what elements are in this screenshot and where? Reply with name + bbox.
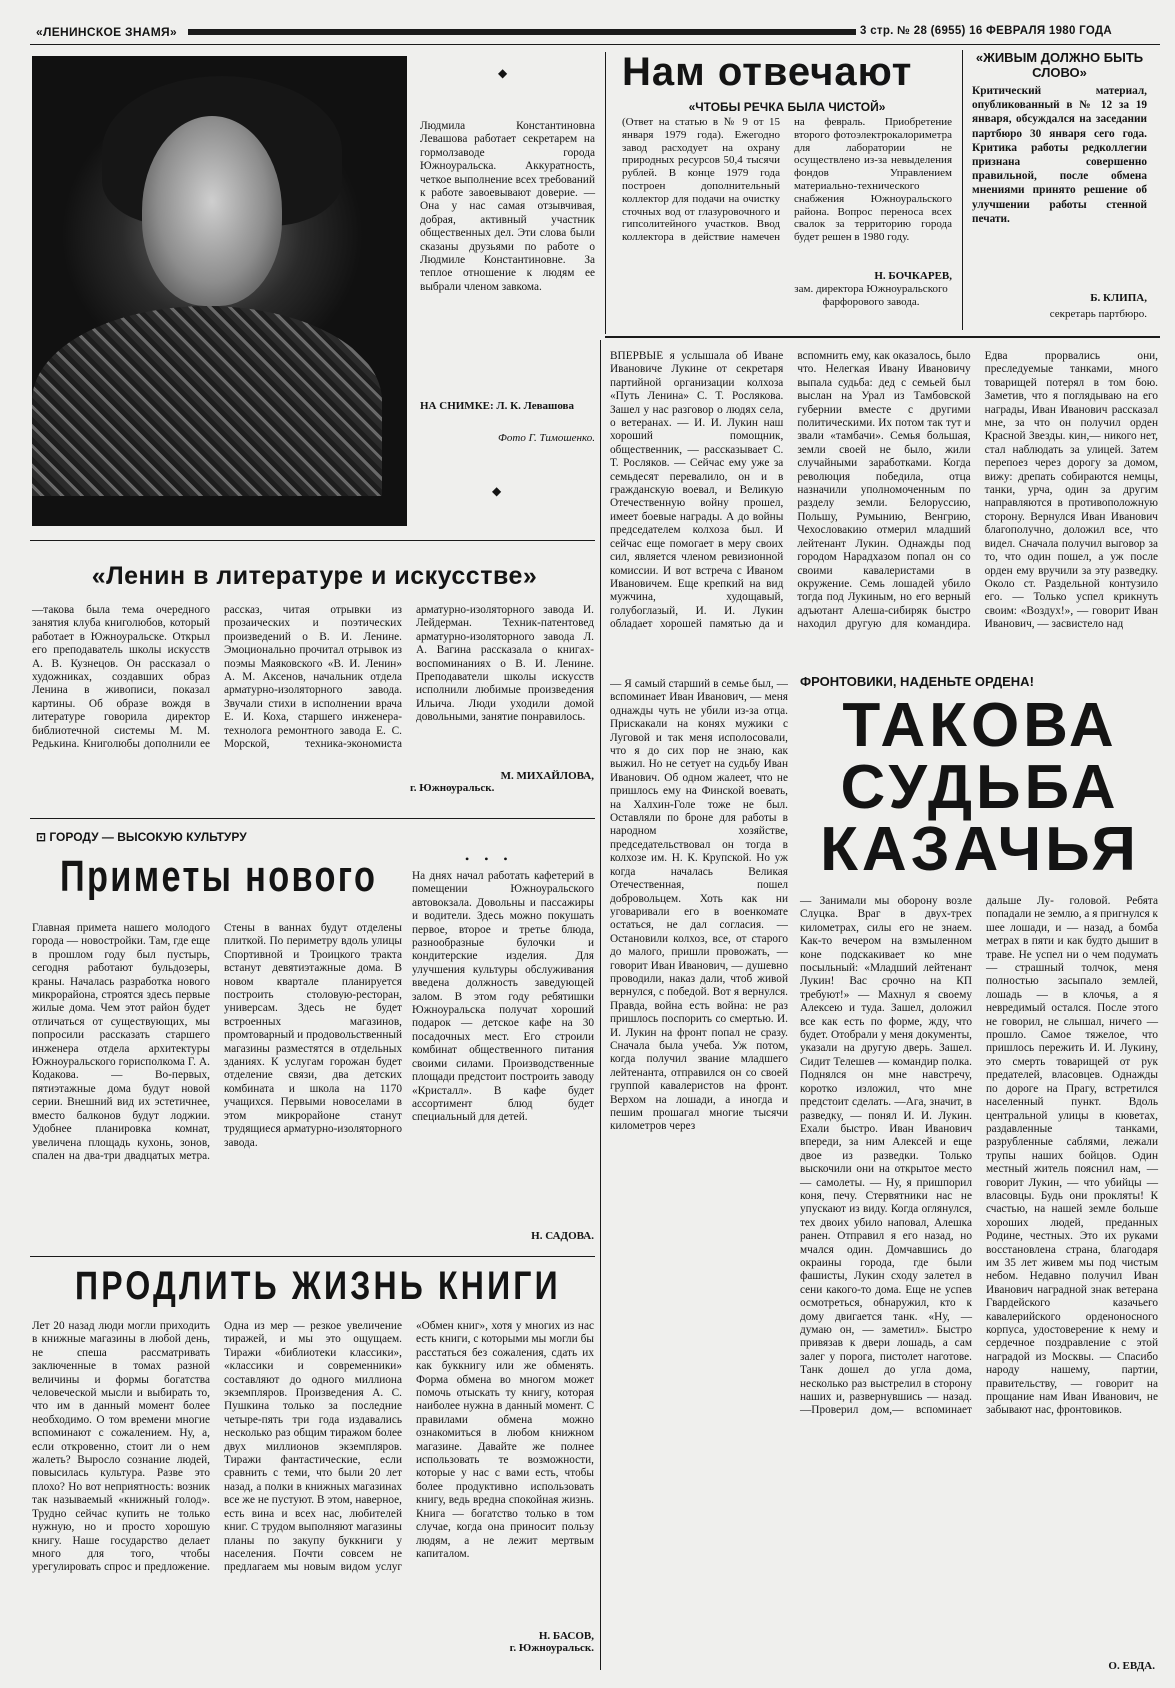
masthead-underline (30, 44, 1160, 45)
photo-story-text: Людмила Константиновна Левашова работает секретарем на гормолзаводе города Южноуральска. Аккуратность, четкое выполнение всех требований к работе завоевывают доверие. —Она у нас самая отзывчивая, добрая, активный участник общественных дел. Эти слова были сказаны друзьями по работе о Людмиле Константиновне. За теплое отношение к людям ее выбрали членом завкома. (420, 120, 595, 293)
masthead-paper: «ЛЕНИНСКОЕ ЗНАМЯ» (36, 25, 177, 39)
photo-caption: НА СНИМКЕ: Л. К. Левашова (420, 400, 574, 412)
book-text: Лет 20 назад люди могли приходить в книжные магазины в любой день, не спеша рассматривать заключенные в томах разной величины и формы богатства человеческой мысли и выбирать то, что им в данный момент более необходимо. О том времени многие вспоминают с сожалением. Ну, а, если откровенно, стоит ли о нем жалеть? Выросло сознание людей, повысилась культура. Разве это плохо? Но вот неприятность: возник так называемый «книжный голод». Трудно сейчас купить не только нужную, но и просто хорошую книгу. Наше государство делает много для того, чтобы урегулировать спрос и предложение. Одна из мер — резкое увеличение тиражей, и мы это ощущаем. Тиражи «библиотеки классики», «классики и современники» составляют до одного миллиона экземпляров. Произведения А. С. Пушкина только за последние четыре-пять три года издавались несколько раз общим тиражом более двух миллионов экземпляров. Тиражи фантастические, если сравнить с теми, что были 20 лет назад, а полки в книжных магазинах все же не пустуют. В этом, наверное, есть вина и всех нас, любителей книг. С трудом выполняют магазины планы по закупу буккниги у населения. Почти совсем не предлагаем мы новым видом услуг «Обмен книг», хотя у многих из нас есть книги, с которыми мы могли бы расстаться без сожаления, сдать их как буккнигу или же обменять. Форма обмена во многом может помочь отыскать ту книгу, которая наиболее нужна в данный момент. С правилами обмена можно ознакомиться в любом книжном магазине. Давайте же полнее использовать те возможности, которые у нас с вами есть, чтобы более продуктивно использовать книгу, ведь вредна спокойная жизнь. Книга — богатство только в том случае, когда она приносит пользу людям, а не лежит мертвым капиталом. (32, 1320, 594, 1574)
new-signs-rubric-text: ГОРОДУ — ВЫСОКУЮ КУЛЬТУРУ (49, 830, 247, 844)
lenin-city: г. Южноуральск. (410, 782, 495, 794)
cossack-rubric: ФРОНТОВИКИ, НАДЕНЬТЕ ОРДЕНА! (800, 674, 1034, 689)
live-word-heading: «ЖИВЫМ ДОЛЖНО БЫТЬ СЛОВО» (975, 50, 1144, 80)
masthead-issue: 3 стр. № 28 (6955) 16 ФЕВРАЛЯ 1980 ГОДА (860, 25, 1113, 37)
new-signs-heading: Приметы нового (60, 852, 378, 901)
lenin-signature-block (410, 770, 594, 794)
vertical-rule (962, 50, 963, 330)
horizontal-rule (605, 336, 1160, 338)
new-signs-text-2: На днях начал работать кафетерий в помещении Южноуральского автовокзала. Довольны и пассажиры и водители. Здесь можно покушать первое, второе и третье блюда, разнообразные булочки и кондитерские изделия. Для улучшения культуры обслуживания введена должность заведующей залом. В этом году ребятишки Южноуральска получат хороший подарок — детское кафе на 30 посадочных мест. Его строили комбинат общественного питания своими силами. Производственные площади предстоит построить заводу «Кристалл». В кафе будет ассортимент блюд будет специальный для детей. (412, 870, 594, 1124)
answers-signature-block (790, 270, 952, 308)
answers-text: (Ответ на статью в № 9 от 15 января 1979 года). Ежегодно завод расходует на охрану природных ресурсов 50,4 тысячи рублей. В конце 1979 года построен дополнительный коллектор для подачи на очистку сточных вод от глазуровочного и гипсолитейного участков. Ввод коллектора в действие намечен на февраль. Приобретение второго фотоэлектрокалориметра для лаборатории не осуществлено из-за невыделения фондов Управлением материально-технического снабжения Южноуральского района. Вопрос переноса всех свалок за территорию города будет решен в 1980 году. (622, 116, 952, 244)
cossack-heading-line1: ТАКОВА (842, 691, 1118, 760)
book-signature: Н. БАСОВ, (538, 1630, 594, 1642)
cossack-signature: О. ЕВДА. (1108, 1660, 1155, 1672)
diamond-ornament: ◆ (498, 66, 508, 80)
cossack-text-top: ВПЕРВЫЕ я услышала об Иване Ивановиче Лукине от секретаря партийной организации колхоза «Путь Ленина» С. Т. Рослякова. Зашел у нас разговор о людях села, о ветеранах. — И. И. Лукин наш хороший помощник, общественник, — рассказывает С. Т. Росляков. — Сейчас ему уже за семьдесят перевалило, он и в гражданскую воевал, и Великую Отечественную войну прошел, имеет боевые награды. А до войны председателем колхоза был. И сейчас еще помогает в меру своих сил, является членом ревизионной комиссии. И вот встреча с Иваном Ивановичем. Еще крепкий на вид мужчина, худощавый, голубоглазый, И. И. Лукин обладает хорошей памятью да и вспомнить ему, как оказалось, было что. Нелегкая Ивану Ивановичу выпала судьба: дед с семьей был выслан на Урал из Тамбовской губернии вместе с другими политическими. Их потом так тут и звали «тамбачи». Семья большая, земли своей не было, жили случайными заработками. Когда революция победила, отца назначили уполномоченным по разделу земли. Белоруссию, Польшу, Румынию, Венгрию, Чехословакию отмерил младший лейтенант Лукин. Однажды под городом Нарадхазом попал он со своими кавалеристами в окружение. Семь лошадей убило тогда под Лукиным, но его верный адъютант Алеша-сибиряк быстро находил другую для командира. Едва прорвались они, преследуемые танками, много товарищей потерял в том бою. Заметив, что я поглядываю на его награды, Иван Иванович рассказал мне, за что он получил орден Красной Звезды. кин,— никого нет, стал наблюдать за улицей. Затем перепоез через дорогу за домом, вижу: дрепать собираются немцы, танки, урча, один за другим направляются в противоположную сторону. Вернулся Иван Иванович благополучно, доложил все, что видел. Сначала получил выговор за то, что один пошел, а уж после орден ему вручили за эту разведку. Около ст. Раздельной контузило его. — Только успел крикнуть своим: «Воздух!», — говорит Иван Иванович, — засвистело над (610, 350, 1158, 631)
cossack-text-left: — Я самый старший в семье был, — вспоминает Иван Иванович, — меня однажды чуть не убили из-за отца. Прискакали на конях мужики с Луговой и так меня исполосовали, что я до сих пор не знаю, как выжил. Но не сетует на судьбу Иван Иванович. Об одном жалеет, что не пришлось ему на Финской воевать, на Халхин-Голе тоже не был. Оставляли по броне для работы в народном хозяйстве, председательствовал он тогда в колхозе им. Н. К. Крупской. Но уж когда началась Великая Отечественная, пошел добровольцем. Хоть как ни уговаривали его в военкомате остаться, не дал согласия. — Остановили колхоз, все, от старого до малого, пришли провожать, — говорит Иван Иванович, — душевно проводили, наказ дали, чтоб живой вернулся, с победой. Вот я вернулся. Правда, война есть война: не раз пришлось поспорить со смертью. И. И. Лукин на фронт попал не сразу. Сначала была учеба. Уж потом, когда получил звание младшего лейтенанта, отправился он со своей группой кавалеристов на фронт. Верхом на лошади, а иногда и пешим прошагал многие тысячи километров через (610, 678, 788, 1133)
answers-heading: Нам отвечают (622, 50, 913, 94)
horizontal-rule (30, 1256, 595, 1257)
photo-credit: Фото Г. Тимошенко. (498, 432, 595, 444)
answers-signature: Н. БОЧКАРЕВ, (874, 270, 952, 282)
horizontal-rule (30, 818, 595, 819)
new-signs-signature: Н. САДОВА. (531, 1230, 594, 1242)
vertical-rule (605, 52, 606, 334)
lenin-signature: М. МИХАЙЛОВА, (500, 770, 594, 782)
cossack-heading-line3: КАЗАЧЬЯ (820, 815, 1140, 884)
portrait-photo (32, 56, 407, 526)
book-city: г. Южноуральск. (509, 1642, 594, 1654)
live-word-position: секретарь партбюро. (1049, 308, 1147, 320)
diamond-ornament: ◆ (492, 484, 502, 498)
lenin-heading: «Ленин в литературе и искусстве» (91, 562, 538, 590)
answers-position: зам. директора Южноуральского фарфорового завода. (794, 282, 948, 308)
new-signs-rubric: ⊡ ГОРОДУ — ВЫСОКУЮ КУЛЬТУРУ (36, 830, 247, 844)
cossack-text-right: — Занимали мы оборону возле Слуцка. Враг в двух-трех километрах, силы его не знаем. Как-то вечером на взмыленном коне подскакивает ко мне посыльный: «Младший лейтенант Лукин! Вас срочно на КП требуют!» — Махнул я своему Алексею и туда. Зашел, доложил все как есть по форме, жду, что будет. Отобрали у меня документы, указали на другую дверь. Зашел. Сидит Телешев — командир полка. Поднялся он мне навстречу, коротко изложил, что мне предстоит сделать. —Ага, значит, в разведку, — понял И. И. Лукин. Ехали быстро. Иван Иванович впереди, за ним Алексей и еще двое из разведки. Только выскочили они на открытое место — самолеты. — Ну, я пришпорил коня, печу. Стервятники нас не упускают из виду. Когда оглянулся, тех двоих убило наповал, Алешка ранен. Отправил я его назад, но мчался один. Домчавшись до окраины города, где были фашисты, Лукин сходу залетел в сени какого-то дома. Еще не успев осмотреться, обнаружил, кто к дому двигается танк. «Ну, — думаю он, — заметил». Быстро привязав к двери лошадь, а сам залег у порога, пистолет наготове. Танк дошел до угла дома, несколько раз выстрелил в сторону наших и, развернувшись — назад. —Проверил дом,— вспоминает дальше Лу- головой. Ребята попадали не землю, а я пригнулся к шее лошади, и — назад, а бомба метрах в пяти и как будто дышит в траве. Не успел ни о чем подумать — страшный толчок, меня полностью засыпало землей, лошадь — в клочья, а я невредимый остался. После этого не говорил, не слышал, ничего — прошло. Самое тяжелое, что пришлось пережить И. И. Лукину, это смерть товарищей от рук предателей, власовцев. Однажды по дороге на Прагу, встретился населенный пункт. Вдоль центральной улицы в кюветах, раздавленные танками, разрубленные саблями, лежали трупы наших бойцов. Один местный житель пояснил нам, — говорит Лукин, — что убийцы — власовцы. Будь они прокляты! К счастью, на нашей земле больше хороших людей, преданных Родине, честных. Это их руками восстановлена страна, благодаря им 35 лет живем мы под чистым небом. Недавно получил Иван Иванович наградной знак ветерана Гвардейского казачьего кавалерийского орденоносного корпуса, удостоверение к нему и сердечное поздравление с этой наградой из Москвы. — Спасибо народу нашему, партии, правительству, — говорит на прощание нам Иван Иванович, не забывают нас, фронтовиков. (800, 895, 1158, 1417)
cossack-heading-line2: СУДЬБА (840, 753, 1120, 822)
new-signs-text: Главная примета нашего молодого города — новостройки. Там, где еще в прошлом году был пустырь, сегодня работают бульдозеры, краны. Началась разработка нового микрорайона, строятся здесь первые жилые дома. Чем этот район будет отличаться от существующих, мы попросили рассказать старшего инженера отдела архитектуры Южноуральского горисполкома Г. А. Кодакова. — Во-первых, пятиэтажные дома будут новой серии. Внешний вид их эстетичнее, вместо балконов будут лоджии. Удобнее планировка комнат, увеличена площадь кухонь, зонов, спален на два-три двадцатых метра. Стены в ваннах будут отделены плиткой. По периметру вдоль улицы Спортивной и Троицкого тракта встанут девятиэтажные дома. В новом квартале планируется построить столовую-ресторан, универсам. Здесь не будет встроенных магазинов, промтоварный и продовольственный магазины разместятся в отдельных зданиях. К услугам горожан будет отделение связи, два детских комбината и школа на 1170 учащихся. Первыми новоселами в этом микрорайоне станут трудящиеся арматурно-изоляторного завода. (32, 922, 402, 1162)
answers-subheading: «ЧТОБЫ РЕЧКА БЫЛА ЧИСТОЙ» (688, 100, 886, 114)
masthead-rule (188, 29, 856, 35)
book-heading: ПРОДЛИТЬ ЖИЗНЬ КНИГИ (75, 1264, 561, 1308)
bullets-ornament: • • • (465, 852, 514, 866)
lenin-text: —такова была тема очередного занятия клуба книголюбов, который работает в Южноуральске. Открыл его преподаватель школы искусств А. В. Кузнецов. Он рассказал о художниках, создавших образ Ленина в живописи, показал картины. Об образе вождя в литературе говорила директор библиотечной системы М. М. Редькина. Книголюбы дополнили ее рассказ, читая отрывки из прозаических и поэтических произведений о В. И. Ленине. Эмоционально прочитал отрывок из поэмы Маяковского «В. И. Ленин» А. М. Аксенов, начальник отдела арматурно-изоляторного завода. Звучали стихи в исполнении врача Е. И. Коха, старшего инженера-технолога ремонтного завода Е. С. Морской, техника-экономиста арматурно-изоляторного завода И. Лейдерман. Техник-патентовед арматурно-изоляторного завода Л. А. Вагина рассказала о книгах-воспоминаниях о В. И. Ленине. Преподаватели школы искусств исполнили любимые произведения Ильича. Люди уходили домой довольными, занятие понравилось. (32, 604, 594, 751)
book-signature-block (412, 1630, 594, 1654)
live-word-signature: Б. КЛИПА, (1090, 292, 1147, 304)
horizontal-rule (30, 540, 595, 541)
live-word-text: Критический материал, опубликованный в № 12 за 19 января, обсуждался на заседании партбюро 30 января сего года. Критика работы редколлегии признана совершенно правильной, после обмена мнениями принято решение об улучшении работы стенной печати. (972, 85, 1147, 225)
vertical-rule (600, 340, 601, 1670)
